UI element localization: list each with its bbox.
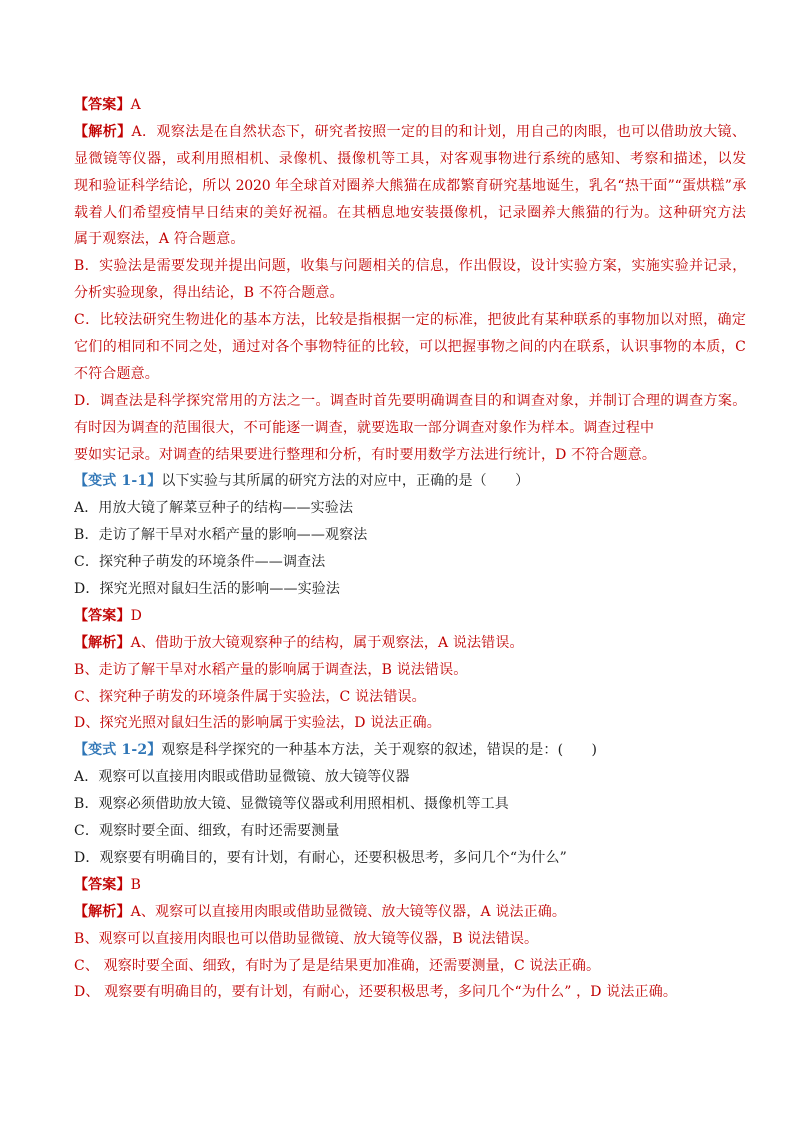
analysis-line: 它们的相同和不同之处，通过对各个事物特征的比较，可以把握事物之间的内在联系，认识事物的本质，C xyxy=(74,339,746,356)
analysis-line: 有时因为调查的范围很大，不可能逐一调查，就要选取一部分调查对象作为样本。调查过程中 xyxy=(74,419,655,436)
analysis-line: 现和验证科学结论，所以 2020 年全球首对圈养大熊猫在成都繁育研究基地诞生，乳名“热干面”“蛋烘糕”承 xyxy=(74,177,746,194)
answer-line-1 xyxy=(74,92,746,119)
analysis-line xyxy=(74,119,746,146)
analysis-line: C、 观察时要全面、细致，有时为了是是结果更加准确，还需要测量，C 说法正确。 xyxy=(74,957,601,974)
analysis-line: 不符合题意。 xyxy=(74,365,159,382)
analysis-line xyxy=(74,899,746,926)
answer-tag: 【答案】 xyxy=(74,607,131,624)
analysis-text: A、观察可以直接用肉眼或借助显微镜、放大镜等仪器，A 说法正确。 xyxy=(130,903,567,920)
analysis-line: 载着人们希望疫情早日结束的美好祝福。在其栖息地安装摄像机，记录圈养大熊猫的行为。这种研究方法 xyxy=(74,204,746,221)
analysis-line: 要如实记录。对调查的结果要进行整理和分析，有时要用数学方法进行统计，D 不符合题意。 xyxy=(74,446,656,463)
option-a: A．观察可以直接用肉眼或借助显微镜、放大镜等仪器 xyxy=(74,769,410,786)
analysis-line: 分析实验现象，得出结论，B 不符合题意。 xyxy=(74,285,344,302)
analysis-line: C、探究种子萌发的环境条件属于实验法，C 说法错误。 xyxy=(74,688,426,705)
answer-tag: 【答案】 xyxy=(74,97,131,113)
analysis-tag: 【解析】 xyxy=(74,634,131,651)
analysis-line: D、探究光照对鼠妇生活的影响属于实验法，D 说法正确。 xyxy=(74,715,441,732)
answer-tag: 【答案】 xyxy=(74,876,131,893)
analysis-line xyxy=(74,630,746,657)
question-stem xyxy=(74,468,746,495)
option-c: C．观察时要全面、细致，有时还需要测量 xyxy=(74,823,340,840)
analysis-line: B、走访了解干旱对水稻产量的影响属于调查法，B 说法错误。 xyxy=(74,661,468,678)
option-b: B．走访了解干旱对水稻产量的影响——观察法 xyxy=(74,527,368,544)
analysis-line: B、观察可以直接用肉眼也可以借助显微镜、放大镜等仪器，B 说法错误。 xyxy=(74,930,539,947)
answer-line-3 xyxy=(74,872,746,899)
analysis-tag: 【解析】 xyxy=(74,903,131,920)
variant-tag: 【变式 1-1】 xyxy=(74,473,162,490)
question-text: 以下实验与其所属的研究方法的对应中，正确的是（ ） xyxy=(161,473,530,490)
analysis-line: 显微镜等仪器，或利用照相机、录像机、摄像机等工具，对客观事物进行系统的感知、考察和描述，以发 xyxy=(74,150,746,167)
analysis-line: B．实验法是需要发现并提出问题，收集与问题相关的信息，作出假设，设计实验方案，实施实验并记录， xyxy=(74,258,746,275)
analysis-line: 属于观察法，A 符合题意。 xyxy=(74,231,245,248)
answer-line-2 xyxy=(74,603,746,630)
option-c: C．探究种子萌发的环境条件——调查法 xyxy=(74,554,326,571)
option-a: A．用放大镜了解菜豆种子的结构——实验法 xyxy=(74,500,354,517)
question-stem xyxy=(74,737,746,764)
option-b: B．观察必须借助放大镜、显微镜等仪器或利用照相机、摄像机等工具 xyxy=(74,796,509,813)
question-text: 观察是科学探究的一种基本方法，关于观察的叙述，错误的是：( ) xyxy=(161,742,598,759)
option-d: D．观察要有明确目的，要有计划，有耐心，还要积极思考，多问几个“为什么” xyxy=(74,849,567,866)
option-d: D．探究光照对鼠妇生活的影响——实验法 xyxy=(74,581,341,598)
analysis-tag: 【解析】 xyxy=(74,123,132,140)
analysis-line: C．比较法研究生物进化的基本方法，比较是指根据一定的标准，把彼此有某种联系的事物加以对照，确定 xyxy=(74,312,746,329)
analysis-line: D．调查法是科学探究常用的方法之一。调查时首先要明确调查目的和调查对象，并制订合理的调查方案。 xyxy=(74,392,746,409)
answer-value: D xyxy=(130,607,142,624)
answer-value: A xyxy=(130,97,141,113)
variant-tag: 【变式 1-2】 xyxy=(74,742,162,759)
document-page xyxy=(74,92,746,1006)
analysis-text: A、借助于放大镜观察种子的结构，属于观察法，A 说法错误。 xyxy=(130,634,524,651)
analysis-line: D、 观察要有明确目的，要有计划，有耐心，还要积极思考，多问几个“为什么” ，D 说法正确。 xyxy=(74,984,678,1001)
analysis-text: A．观察法是在自然状态下，研究者按照一定的目的和计划，用自己的肉眼，也可以借助放大镜、 xyxy=(131,123,746,140)
answer-value: B xyxy=(130,876,142,893)
